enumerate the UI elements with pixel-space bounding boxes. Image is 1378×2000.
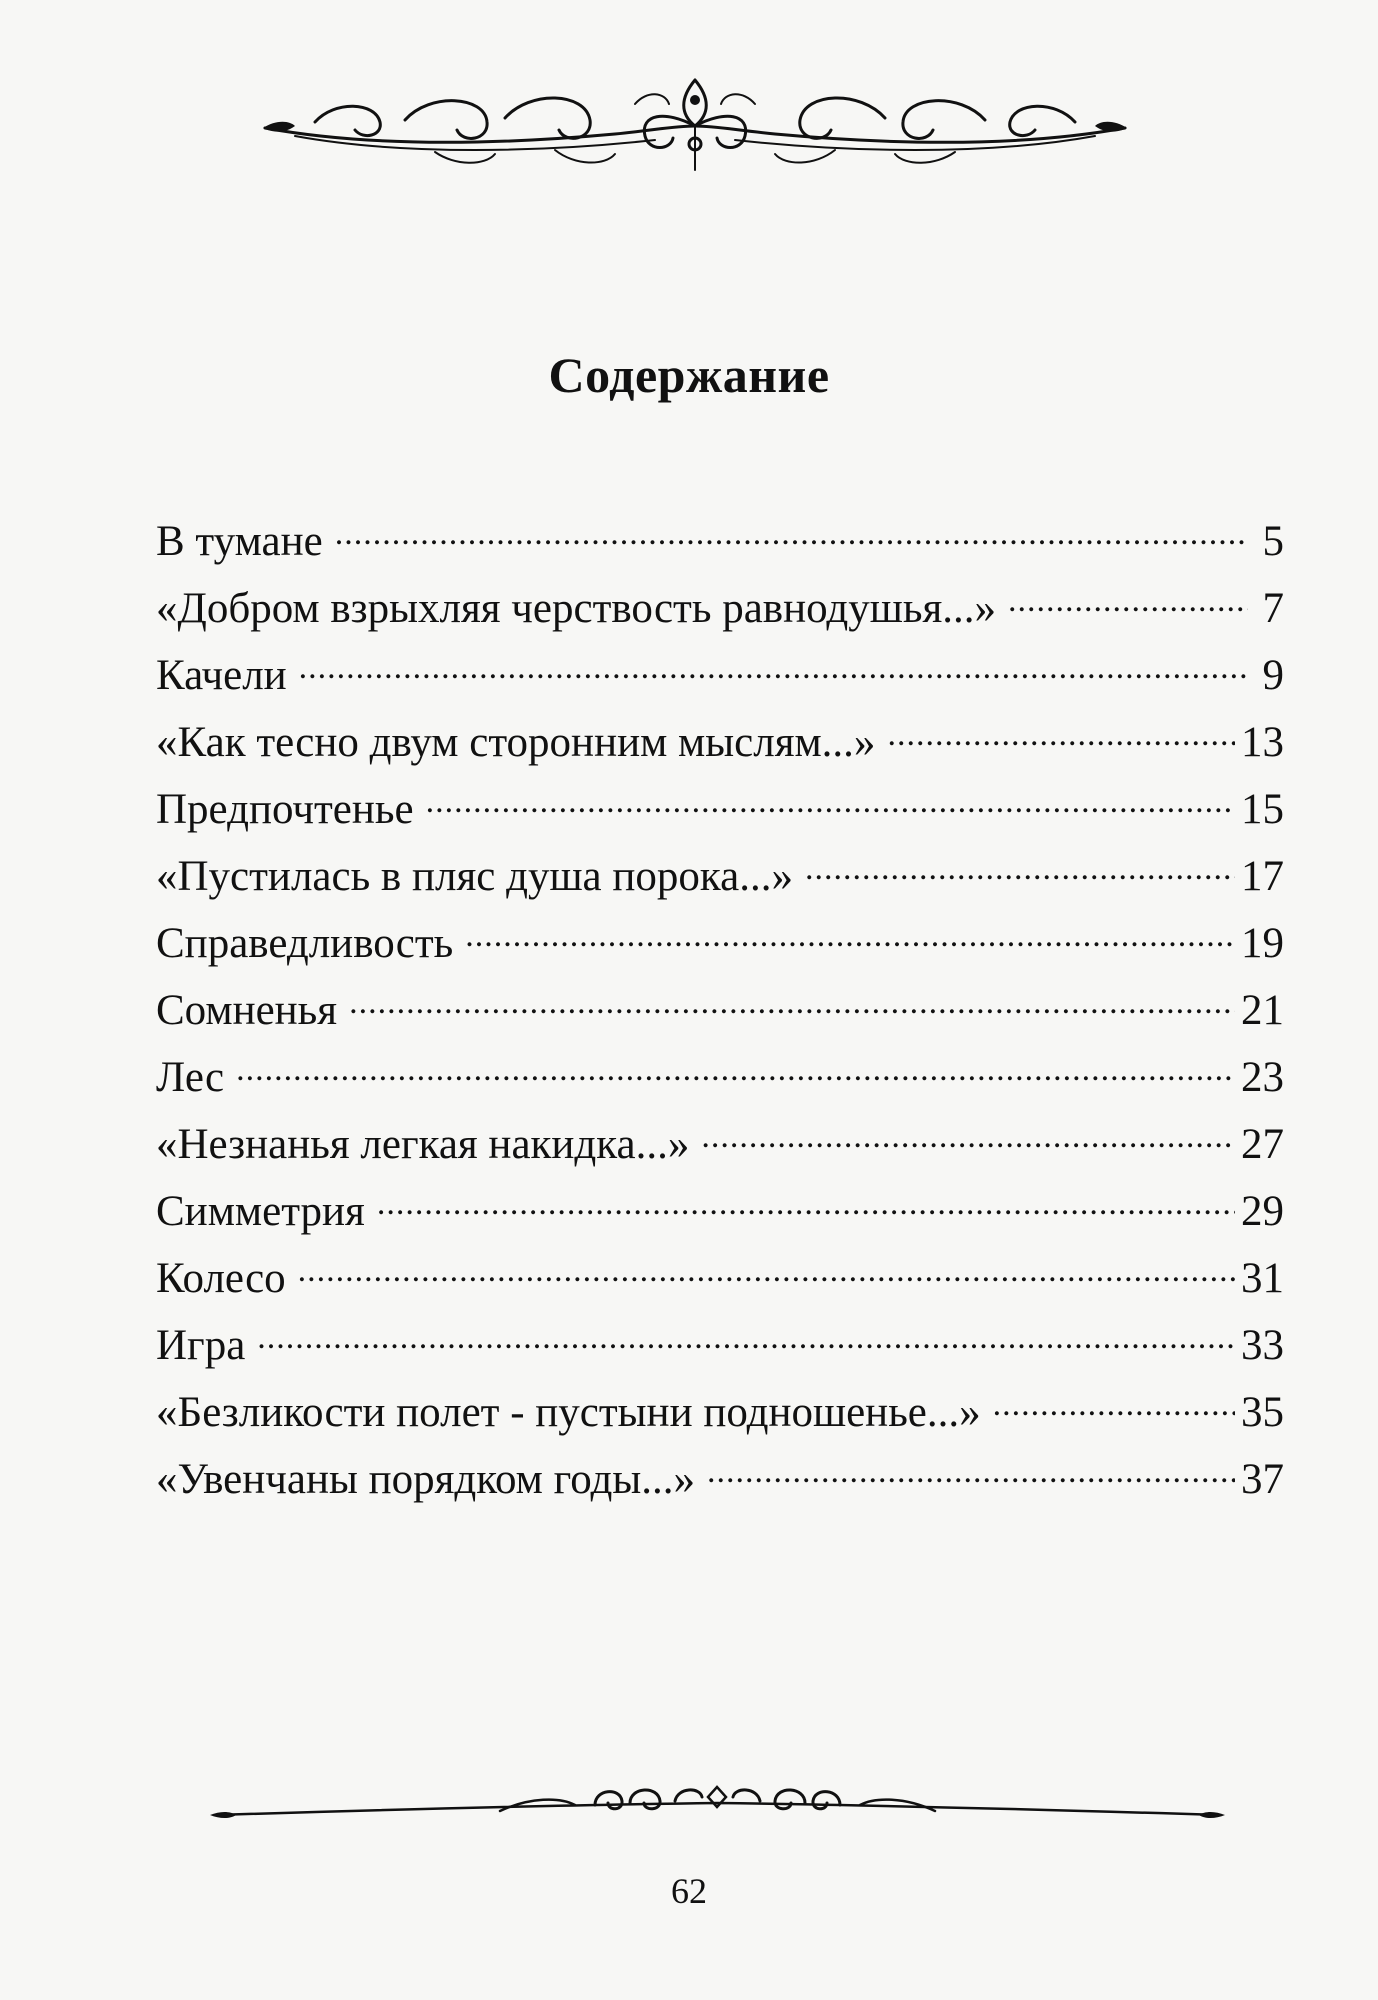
toc-entry[interactable] [156,1450,1284,1517]
toc-dot-leader [335,512,1248,555]
toc-entry[interactable] [156,1316,1284,1383]
toc-entry-page: 23 [1241,1054,1284,1101]
toc-entry-page: 33 [1241,1322,1284,1369]
toc-entry[interactable] [156,1048,1284,1115]
toc-entry-title: «Как тесно двум сторонним мыслям...» [156,719,876,766]
toc-entry-page: 29 [1241,1188,1284,1235]
toc-entry[interactable] [156,847,1284,914]
toc-dot-leader [377,1182,1235,1225]
toc-dot-leader [349,981,1235,1024]
toc-entry-page: 7 [1262,585,1284,632]
toc-entry-title: Качели [156,652,287,699]
toc-entry[interactable] [156,981,1284,1048]
toc-dot-leader [426,780,1235,823]
toc-entry[interactable] [156,1383,1284,1450]
toc-entry[interactable] [156,646,1284,713]
toc-entry-title: Сомненья [156,987,338,1034]
toc-entry-page: 15 [1241,786,1284,833]
toc-entry-page: 27 [1241,1121,1284,1168]
toc-entry-title: Игра [156,1322,246,1369]
toc-dot-leader [236,1048,1235,1091]
toc-dot-leader [701,1115,1235,1158]
toc-entry[interactable] [156,713,1284,780]
toc-dot-leader [993,1383,1235,1426]
scroll-ornament-icon [255,70,1135,180]
toc-entry-title: «Добром взрыхляя черствость равнодушья...» [156,585,996,632]
toc-entry-title: «Увенчаны порядком годы...» [156,1456,695,1503]
toc-dot-leader [298,1249,1235,1292]
toc-entry-title: Справедливость [156,920,454,967]
toc-entry[interactable] [156,1115,1284,1182]
toc-entry-title: Предпочтенье [156,786,414,833]
toc-dot-leader [805,847,1235,890]
toc-dot-leader [465,914,1235,957]
toc-entry-page: 13 [1241,719,1284,766]
toc-entry[interactable] [156,1182,1284,1249]
toc-entry-page: 21 [1241,987,1284,1034]
toc-entry-title: «Незнанья легкая накидка...» [156,1121,690,1168]
toc-entry-page: 35 [1241,1389,1284,1436]
toc-entry[interactable] [156,512,1284,579]
page-number: 62 [671,1871,707,1911]
toc-entry-title: Лес [156,1054,225,1101]
toc-entry-page: 19 [1241,920,1284,967]
toc-entry-title: Симметрия [156,1188,365,1235]
toc-dot-leader [707,1450,1235,1493]
toc-entry[interactable] [156,1249,1284,1316]
table-of-contents [156,512,1284,1517]
toc-dot-leader [887,713,1235,756]
toc-entry-page: 5 [1262,518,1284,565]
toc-entry-title: «Безликости полет - пустыни подношенье...» [156,1389,981,1436]
toc-entry[interactable] [156,780,1284,847]
toc-entry[interactable] [156,914,1284,981]
toc-entry[interactable] [156,579,1284,646]
toc-dot-leader [299,646,1248,689]
toc-dot-leader [257,1316,1235,1359]
flourish-divider-icon [210,1775,1225,1835]
toc-entry-title: Колесо [156,1255,286,1302]
toc-entry-page: 17 [1241,853,1284,900]
toc-entry-title: В тумане [156,518,323,565]
toc-entry-page: 9 [1262,652,1284,699]
page-title: Содержание [548,347,830,403]
toc-entry-title: «Пустилась в пляс душа порока...» [156,853,793,900]
toc-entry-page: 37 [1241,1456,1284,1503]
toc-entry-page: 31 [1241,1255,1284,1302]
toc-dot-leader [1008,579,1248,622]
